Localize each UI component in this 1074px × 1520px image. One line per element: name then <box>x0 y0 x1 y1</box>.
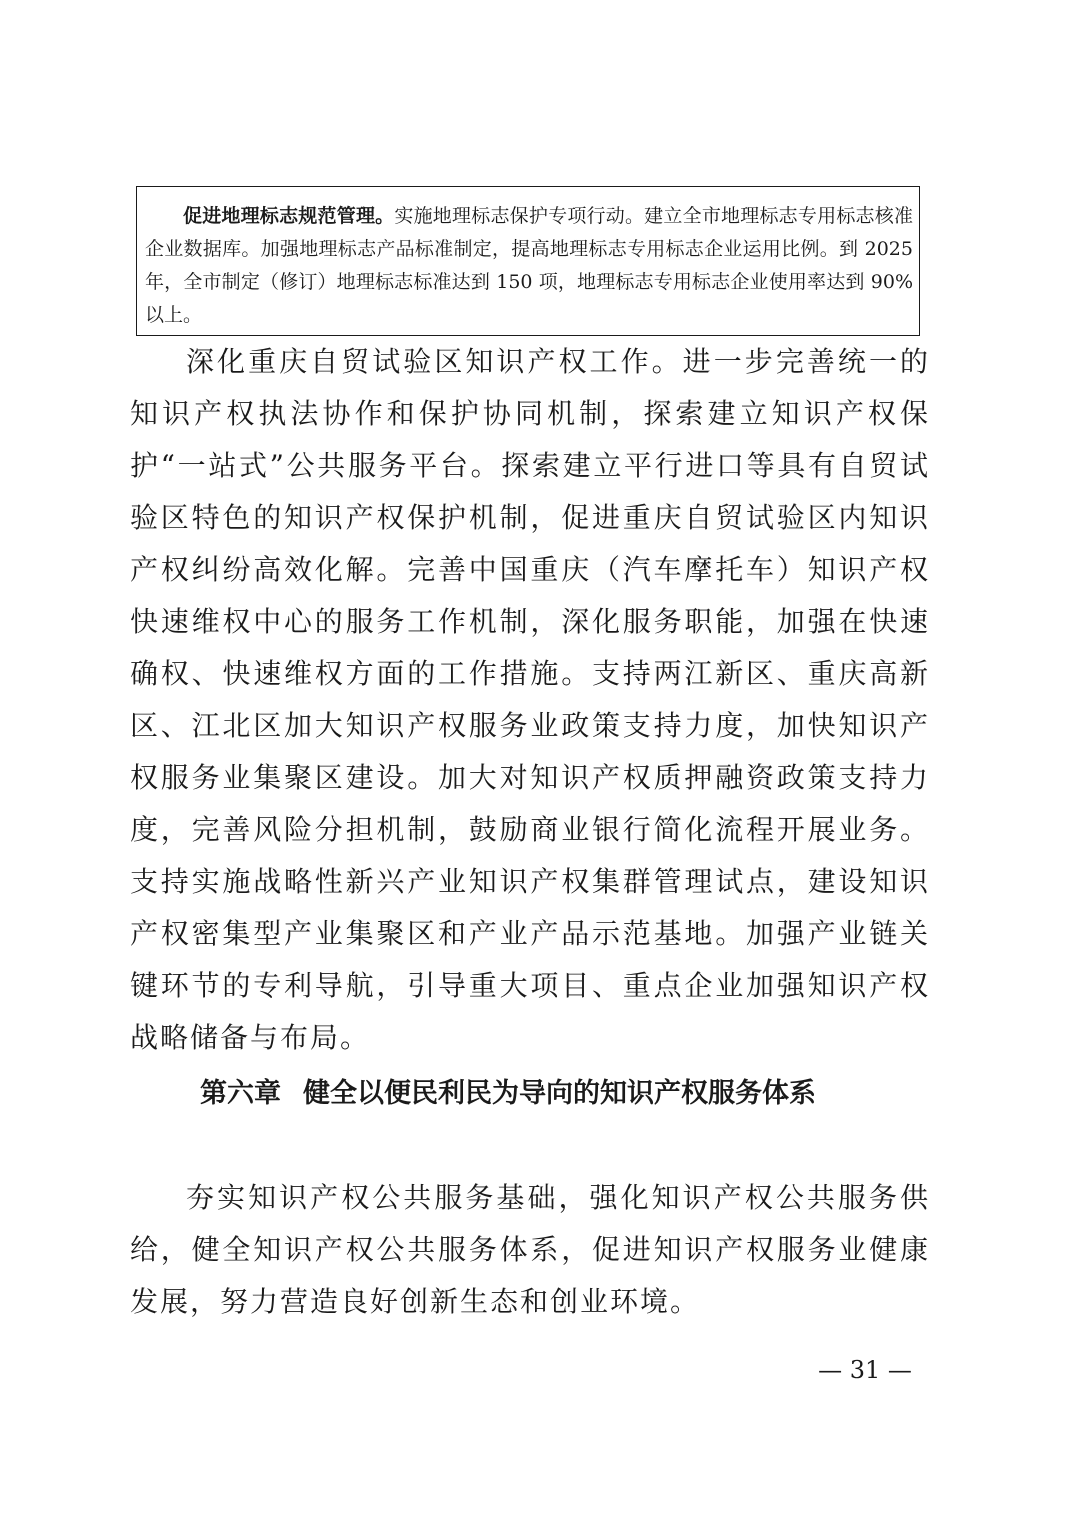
chapter-title: 健全以便民利民为导向的知识产权服务体系 <box>303 1078 816 1109</box>
body-paragraph-chapter-intro: 夯实知识产权公共服务基础，强化知识产权公共服务供给，健全知识产权公共服务体系，促进知识产权服务业健康发展，努力营造良好创新生态和创业环境。 <box>130 1181 930 1318</box>
chapter-heading <box>200 1074 920 1114</box>
box-lead-text: 促进地理标志规范管理。 <box>183 205 395 227</box>
chapter-number: 第六章 <box>200 1078 281 1109</box>
box-body-text: 实施地理标志保护专项行动。建立全市地理标志专用标志核准企业数据库。加强地理标志产品标准制定，提高地理标志专用标志企业运用比例。到 2025 年，全市制定（修订）地理标志标准达到 150 项，地理标志专用标志企业使用率达到 90%以上。 <box>145 205 913 326</box>
highlight-box <box>136 186 920 336</box>
page-number: — 31 — <box>818 1356 912 1384</box>
body-paragraph-free-trade-zone: 深化重庆自贸试验区知识产权工作。进一步完善统一的知识产权执法协作和保护协同机制，探索建立知识产权保护“一站式”公共服务平台。探索建立平行进口等具有自贸试验区特色的知识产权保护机制，促进重庆自贸试验区内知识产权纠纷高效化解。完善中国重庆（汽车摩托车）知识产权快速维权中心的服务工作机制，深化服务职能，加强在快速确权、快速维权方面的工作措施。支持两江新区、重庆高新区、江北区加大知识产权服务业政策支持力度，加快知识产权服务业集聚区建设。加大对知识产权质押融资政策支持力度，完善风险分担机制，鼓励商业银行简化流程开展业务。支持实施战略性新兴产业知识产权集群管理试点，建设知识产权密集型产业集聚区和产业产品示范基地。加强产业链关键环节的专利导航，引导重大项目、重点企业加强知识产权战略储备与布局。 <box>130 345 930 1054</box>
